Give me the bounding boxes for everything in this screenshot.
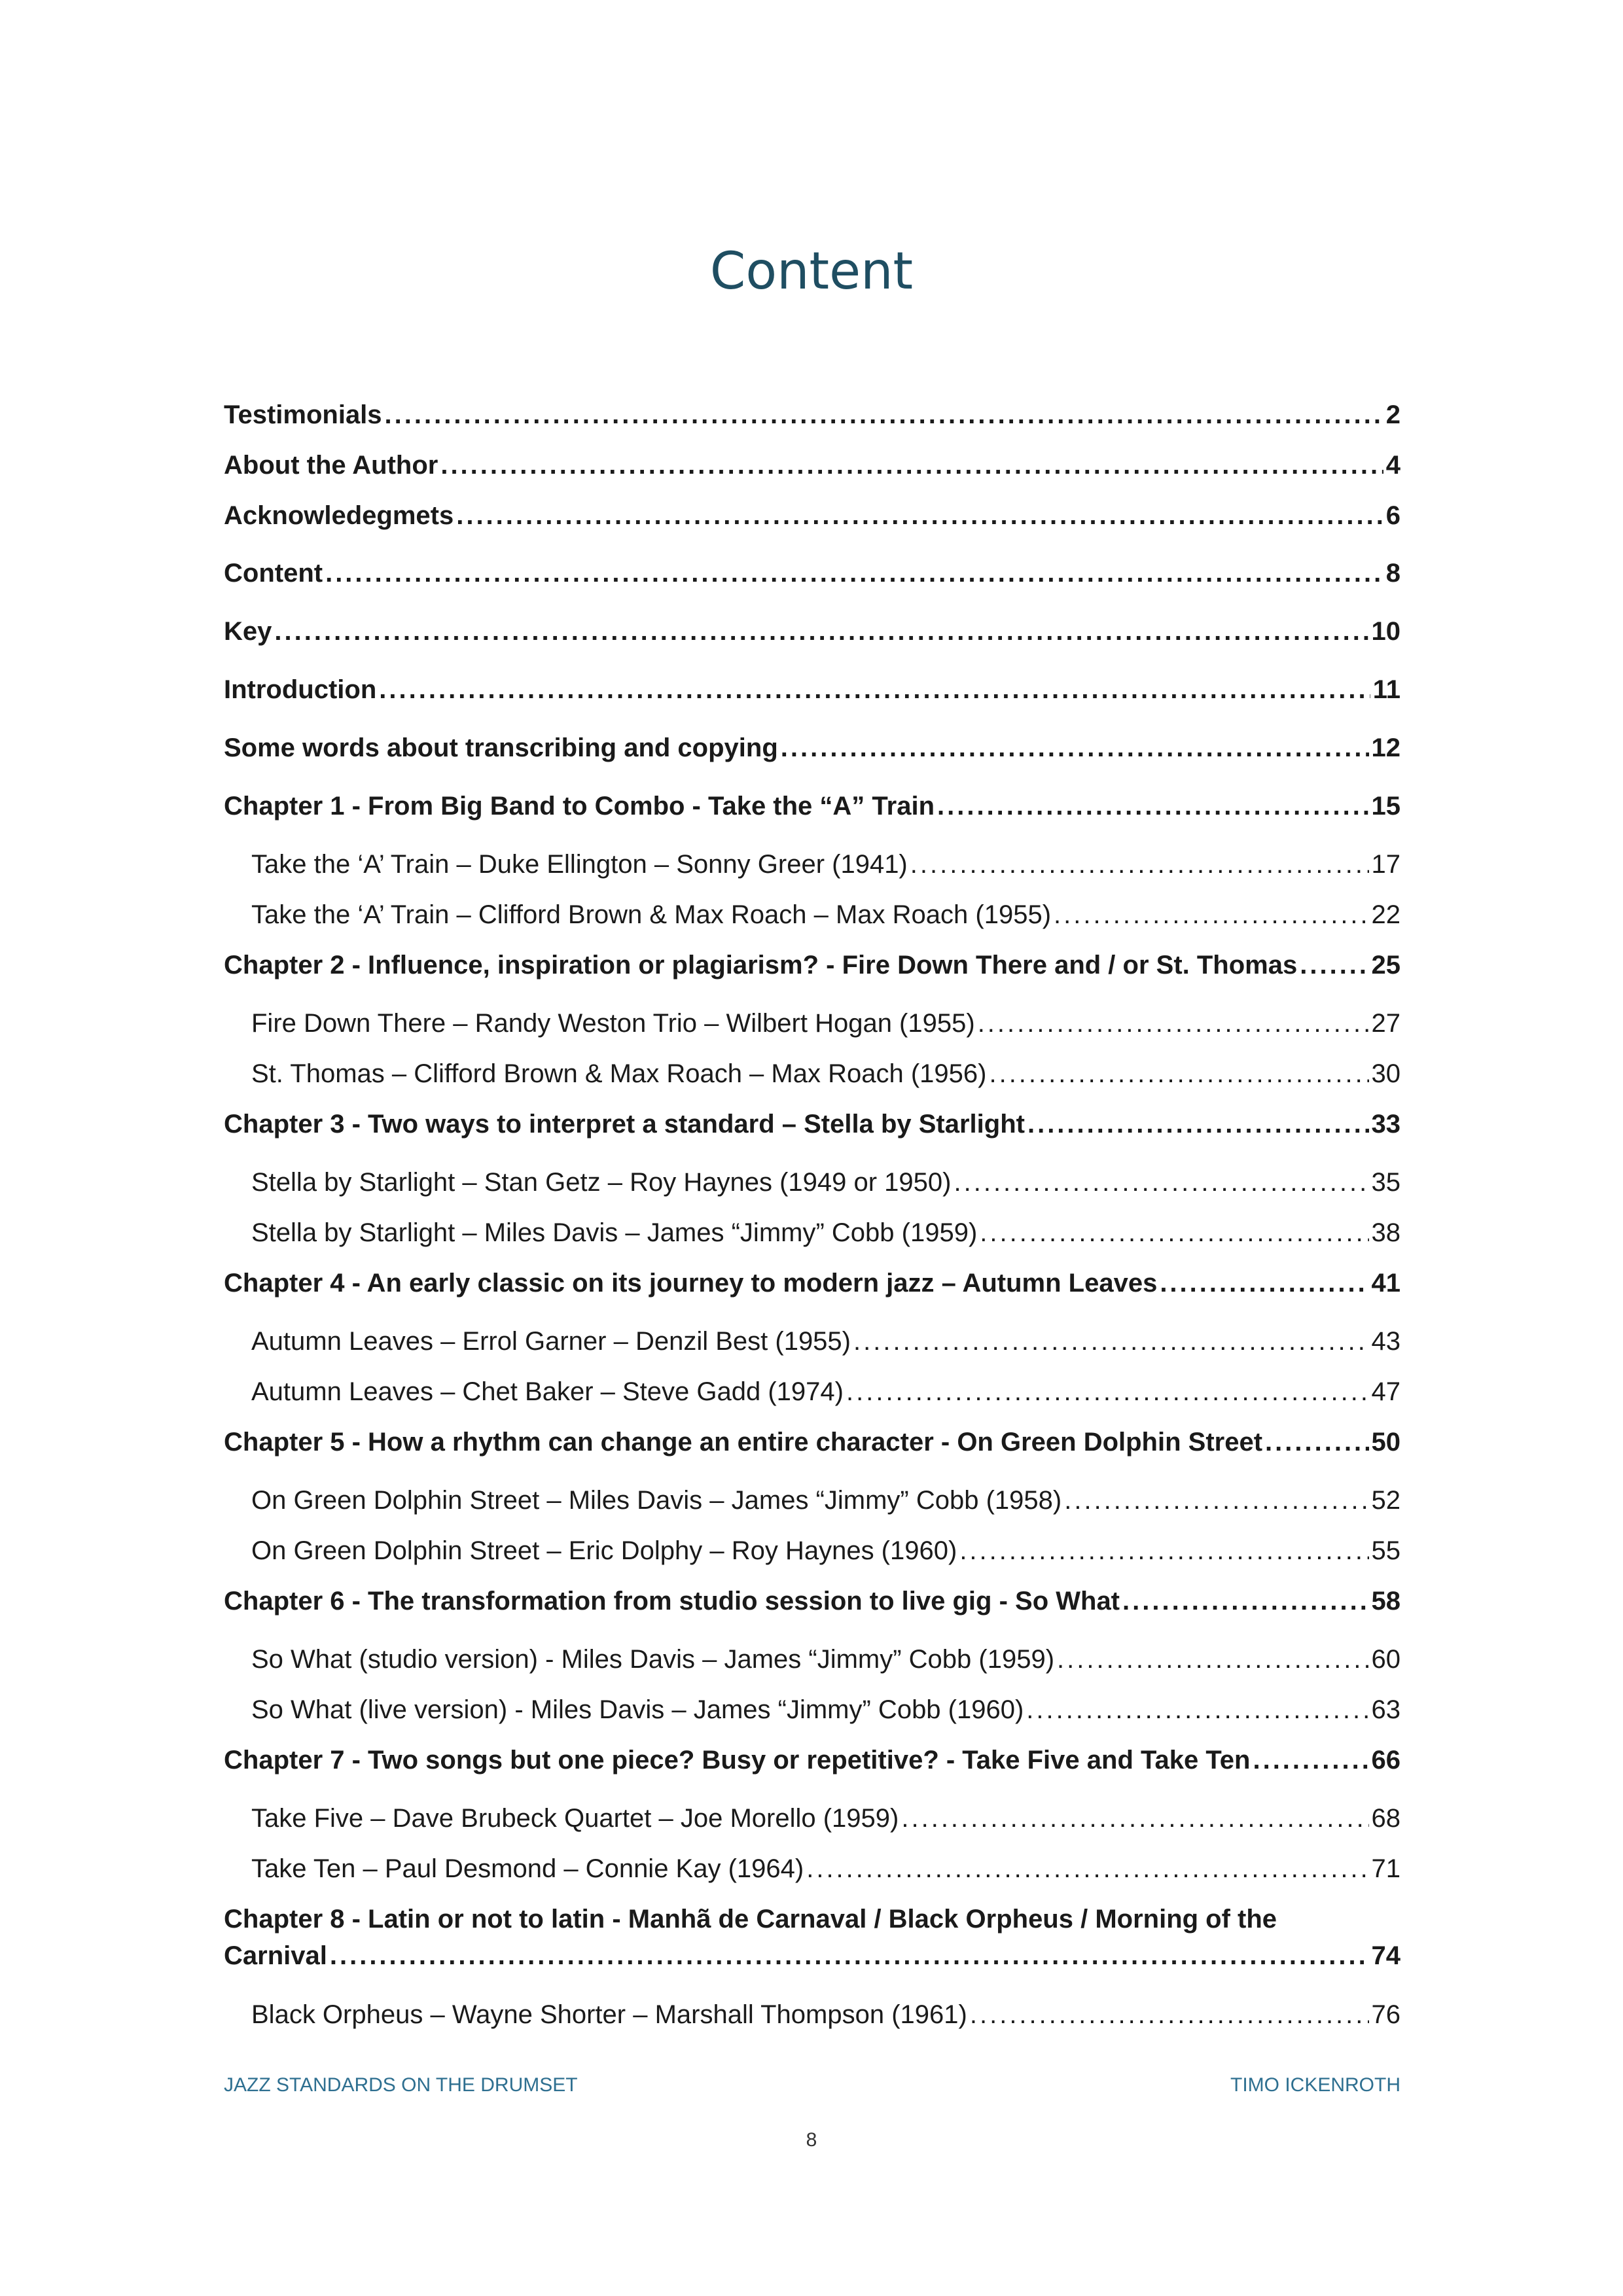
toc-entry-page: 10	[1371, 617, 1400, 646]
toc-entry[interactable]	[224, 613, 1400, 650]
toc-subentry[interactable]	[251, 1005, 1400, 1042]
toc-entry[interactable]	[224, 1583, 1400, 1619]
toc-subentry[interactable]	[251, 1164, 1400, 1201]
toc-entry-label: Chapter 4 - An early classic on its journey to modern jazz – Autumn Leaves	[224, 1269, 1158, 1298]
toc-leader-dots	[978, 1005, 1369, 1042]
toc-entry-page: 50	[1371, 1428, 1400, 1457]
toc-entry-label: Chapter 1 - From Big Band to Combo - Take the “A” Train	[224, 792, 935, 821]
toc-subentry[interactable]	[251, 1532, 1400, 1569]
toc-entry-page: 71	[1371, 1854, 1400, 1883]
toc-leader-dots	[274, 613, 1368, 650]
toc-leader-dots	[330, 1937, 1369, 1974]
toc-entry-label: Key	[224, 617, 272, 646]
footer-book-title: JAZZ STANDARDS ON THE DRUMSET	[224, 2074, 578, 2096]
toc-entry-label: Acknowledegmets	[224, 501, 454, 530]
toc-entry[interactable]	[224, 730, 1400, 766]
toc-entry-page: 2	[1385, 400, 1400, 429]
toc-entry-label: On Green Dolphin Street – Miles Davis – James “Jimmy” Cobb (1958)	[251, 1486, 1062, 1515]
toc-entry-page: 33	[1371, 1110, 1400, 1139]
toc-leader-dots	[959, 1532, 1368, 1569]
toc-leader-dots	[1064, 1482, 1368, 1519]
toc-leader-dots	[440, 447, 1383, 484]
toc-entry-page: 12	[1371, 733, 1400, 762]
toc-entry-label: Testimonials	[224, 400, 382, 429]
toc-leader-dots	[1160, 1265, 1368, 1301]
toc-subentry[interactable]	[251, 1055, 1400, 1092]
toc-entry-page: 60	[1371, 1645, 1400, 1674]
toc-entry-label: Take the ‘A’ Train – Duke Ellington – Sonny Greer (1941)	[251, 850, 908, 879]
toc-entry[interactable]	[224, 1742, 1400, 1778]
toc-entry[interactable]	[224, 1424, 1400, 1460]
toc-leader-dots	[781, 730, 1369, 766]
toc-entry-page: 41	[1371, 1269, 1400, 1298]
toc-subentry[interactable]	[251, 1996, 1400, 2033]
toc-leader-dots	[385, 397, 1383, 433]
toc-entry-page: 43	[1371, 1327, 1400, 1356]
toc-entry[interactable]	[224, 1265, 1400, 1301]
toc-entry[interactable]	[224, 555, 1400, 592]
toc-leader-dots	[846, 1373, 1369, 1410]
toc-leader-dots	[901, 1800, 1368, 1837]
toc-entry[interactable]	[224, 671, 1400, 708]
footer-author: TIMO ICKENROTH	[1230, 2074, 1400, 2096]
toc-subentry[interactable]	[251, 1691, 1400, 1728]
toc-leader-dots	[970, 1996, 1369, 2033]
toc-entry-page: 25	[1371, 951, 1400, 980]
toc-entry-label: Chapter 7 - Two songs but one piece? Busy or repetitive? - Take Five and Take Ten	[224, 1746, 1251, 1775]
toc-leader-dots	[1026, 1691, 1368, 1728]
toc-entry[interactable]	[224, 788, 1400, 824]
toc-entry-page: 55	[1371, 1536, 1400, 1565]
toc-leader-dots	[1057, 1641, 1368, 1678]
toc-entry-page: 4	[1385, 451, 1400, 480]
toc-leader-dots	[325, 555, 1383, 592]
toc-entry-page: 66	[1371, 1746, 1400, 1775]
toc-entry-label: Take Five – Dave Brubeck Quartet – Joe Morello (1959)	[251, 1804, 899, 1833]
page-number: 8	[806, 2129, 817, 2151]
toc-leader-dots	[1027, 1106, 1369, 1142]
toc-entry-label: Chapter 8 - Latin or not to latin - Manhã de Carnaval / Black Orpheus / Morning of the	[224, 1905, 1277, 1934]
toc-subentry[interactable]	[251, 1323, 1400, 1360]
toc-leader-dots	[806, 1850, 1368, 1887]
toc-subentry[interactable]	[251, 1641, 1400, 1678]
toc-leader-dots	[1054, 896, 1368, 933]
toc-entry-page: 63	[1371, 1695, 1400, 1724]
toc-entry-label-continued: Carnival	[224, 1941, 327, 1970]
toc-entry[interactable]	[224, 397, 1400, 433]
toc-leader-dots	[456, 497, 1383, 534]
toc-leader-dots	[1300, 947, 1368, 983]
toc-entry-label: Autumn Leaves – Errol Garner – Denzil Best (1955)	[251, 1327, 851, 1356]
table-of-contents	[224, 0, 1400, 2296]
toc-entry-label: Stella by Starlight – Miles Davis – James “Jimmy” Cobb (1959)	[251, 1218, 978, 1247]
toc-entry-page: 47	[1371, 1377, 1400, 1406]
toc-entry-label: On Green Dolphin Street – Eric Dolphy – Roy Haynes (1960)	[251, 1536, 957, 1565]
toc-subentry[interactable]	[251, 896, 1400, 933]
toc-entry[interactable]	[224, 947, 1400, 983]
toc-entry-page: 8	[1385, 559, 1400, 588]
toc-leader-dots	[1122, 1583, 1368, 1619]
toc-entry-label: St. Thomas – Clifford Brown & Max Roach – Max Roach (1956)	[251, 1059, 987, 1088]
toc-entry-page: 17	[1371, 850, 1400, 879]
toc-leader-dots	[910, 846, 1369, 883]
toc-subentry[interactable]	[251, 1482, 1400, 1519]
toc-entry-label: Content	[224, 559, 323, 588]
toc-entry-label: Take Ten – Paul Desmond – Connie Kay (1964)	[251, 1854, 804, 1883]
toc-entry-label: Black Orpheus – Wayne Shorter – Marshall Thompson (1961)	[251, 2000, 967, 2029]
toc-leader-dots	[1265, 1424, 1368, 1460]
toc-entry-label: Autumn Leaves – Chet Baker – Steve Gadd (1974)	[251, 1377, 844, 1406]
toc-leader-dots	[853, 1323, 1369, 1360]
toc-entry-page: 38	[1371, 1218, 1400, 1247]
toc-subentry[interactable]	[251, 1800, 1400, 1837]
toc-entry-label: Chapter 3 - Two ways to interpret a standard – Stella by Starlight	[224, 1110, 1025, 1139]
page-title: Content	[709, 242, 914, 301]
toc-entry-page: 15	[1371, 792, 1400, 821]
toc-entry-page: 30	[1371, 1059, 1400, 1088]
toc-entry[interactable]	[224, 447, 1400, 484]
toc-entry-label: Some words about transcribing and copying	[224, 733, 778, 762]
toc-entry-label: Take the ‘A’ Train – Clifford Brown & Max Roach – Max Roach (1955)	[251, 900, 1052, 929]
toc-entry-label: Fire Down There – Randy Weston Trio – Wilbert Hogan (1955)	[251, 1009, 975, 1038]
toc-entry-page: 58	[1371, 1587, 1400, 1616]
toc-subentry[interactable]	[251, 1373, 1400, 1410]
toc-subentry[interactable]	[251, 1214, 1400, 1251]
toc-entry-page: 52	[1371, 1486, 1400, 1515]
toc-entry-page: 6	[1385, 501, 1400, 530]
toc-leader-dots	[937, 788, 1369, 824]
toc-entry-page: 68	[1371, 1804, 1400, 1833]
toc-entry-label: About the Author	[224, 451, 438, 480]
toc-leader-dots	[989, 1055, 1368, 1092]
toc-entry[interactable]	[224, 1901, 1400, 1974]
toc-entry-page: 74	[1371, 1941, 1400, 1970]
toc-subentry[interactable]	[251, 1850, 1400, 1887]
toc-subentry[interactable]	[251, 846, 1400, 883]
toc-leader-dots	[980, 1214, 1368, 1251]
toc-entry-label: So What (live version) - Miles Davis – James “Jimmy” Cobb (1960)	[251, 1695, 1024, 1724]
toc-leader-dots	[1253, 1742, 1368, 1778]
toc-leader-dots	[379, 671, 1370, 708]
toc-entry-page: 22	[1371, 900, 1400, 929]
toc-entry-label: Introduction	[224, 675, 377, 704]
toc-entry-label: Chapter 2 - Influence, inspiration or plagiarism? - Fire Down There and / or St. Thomas	[224, 951, 1298, 980]
toc-entry-page: 27	[1371, 1009, 1400, 1038]
toc-entry-label: So What (studio version) - Miles Davis – James “Jimmy” Cobb (1959)	[251, 1645, 1055, 1674]
toc-entry[interactable]	[224, 497, 1400, 534]
toc-entry-label: Chapter 6 - The transformation from studio session to live gig - So What	[224, 1587, 1120, 1616]
toc-leader-dots	[954, 1164, 1368, 1201]
toc-entry-page: 11	[1372, 675, 1400, 704]
toc-entry-label: Chapter 5 - How a rhythm can change an entire character - On Green Dolphin Street	[224, 1428, 1263, 1457]
toc-entry[interactable]	[224, 1106, 1400, 1142]
toc-entry-label: Stella by Starlight – Stan Getz – Roy Haynes (1949 or 1950)	[251, 1168, 952, 1197]
toc-entry-page: 35	[1371, 1168, 1400, 1197]
toc-entry-page: 76	[1371, 2000, 1400, 2029]
